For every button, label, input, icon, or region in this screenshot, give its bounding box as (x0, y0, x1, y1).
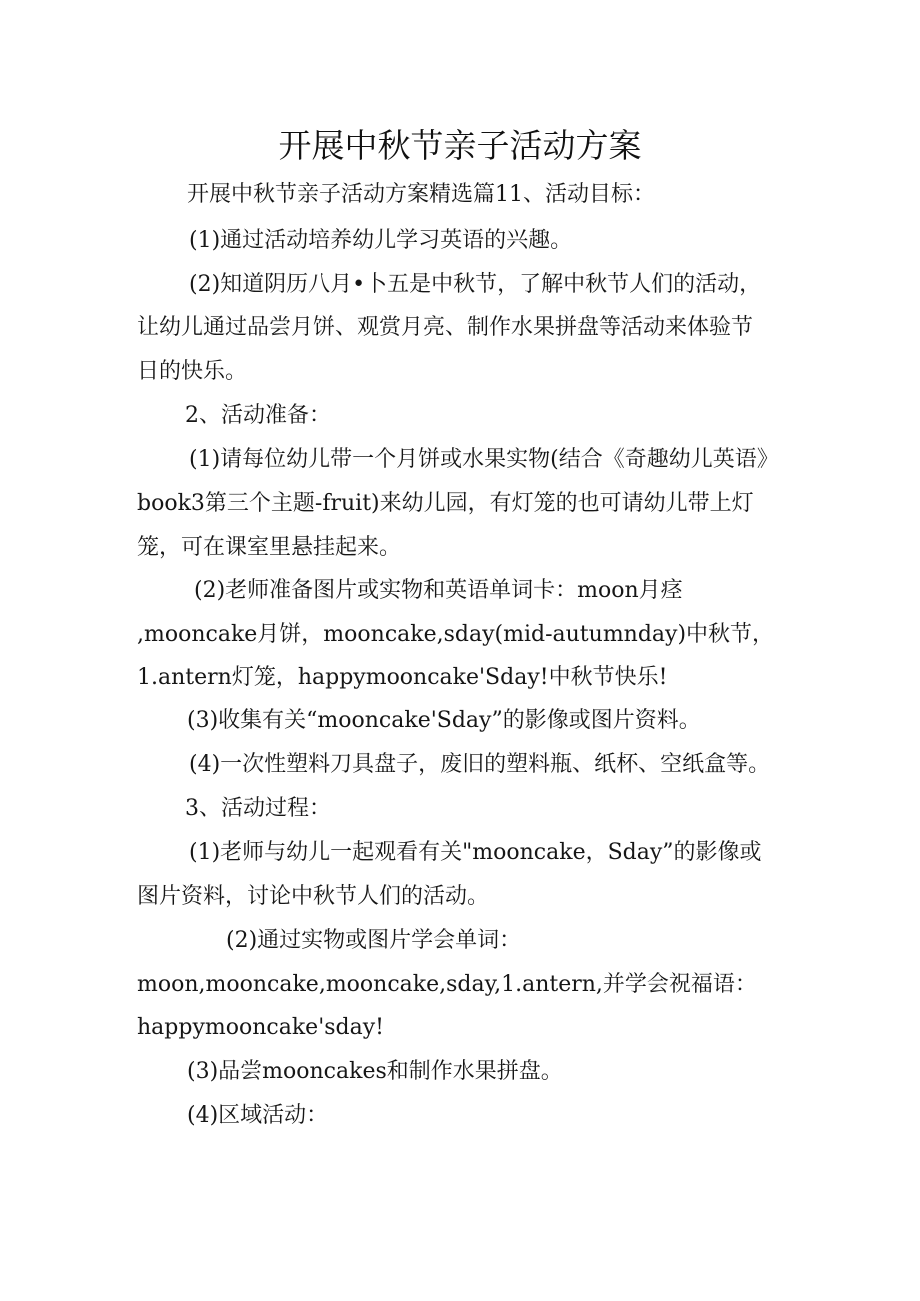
paragraph-line: (2)知道阴历八月•卜五是中秋节，了解中秋节人们的活动， (189, 272, 762, 297)
paragraph-line: happymooncake'sday! (137, 1015, 384, 1040)
paragraph-line: 1.antern灯笼，happymooncake'Sday!中秋节快乐! (137, 665, 668, 690)
paragraph-line: ,mooncake月饼，mooncake,sday(mid-autumnday)中秋节， (137, 622, 775, 647)
paragraph-line: 3、活动过程： (185, 796, 331, 821)
paragraph-line: (4)一次性塑料刀具盘子，废旧的塑料瓶、纸杯、空纸盒等。 (189, 752, 771, 777)
paragraph-line: 笼，可在课室里悬挂起来。 (137, 535, 402, 560)
paragraph-line: (2)老师准备图片或实物和英语单词卡：moon月痉 (194, 578, 683, 603)
paragraph-line: (3)品尝mooncakes和制作水果拼盘。 (187, 1059, 563, 1084)
paragraph-line: 让幼儿通过品尝月饼、观赏月亮、制作水果拼盘等活动来体验节 (137, 315, 754, 340)
paragraph-line: (4)区域活动： (187, 1103, 329, 1128)
paragraph-line: 2、活动准备： (185, 403, 331, 428)
paragraph-line: (1)请每位幼儿带一个月饼或水果实物(结合《奇趣幼儿英语》 (189, 447, 779, 472)
paragraph-line: (1)通过活动培养幼儿学习英语的兴趣。 (189, 228, 573, 253)
paragraph-line: 开展中秋节亲子活动方案精选篇11、活动目标： (187, 182, 655, 207)
paragraph-line: moon,mooncake,mooncake,sday,1.antern,并学会祝福语： (137, 972, 757, 997)
paragraph-line: 日的快乐。 (137, 359, 248, 384)
paragraph-line: book3第三个主题-fruit)来幼儿园，有灯笼的也可请幼儿带上灯 (137, 491, 754, 516)
paragraph-line: (3)收集有关“mooncake'Sday”的影像或图片资料。 (187, 708, 701, 733)
document-title: 开展中秋节亲子活动方案 (278, 126, 642, 165)
paragraph-line: 图片资料，讨论中秋节人们的活动。 (137, 884, 490, 909)
paragraph-line: (2)通过实物或图片学会单词： (226, 928, 522, 953)
paragraph-line: (1)老师与幼儿一起观看有关"mooncake，Sday”的影像或 (189, 840, 762, 865)
